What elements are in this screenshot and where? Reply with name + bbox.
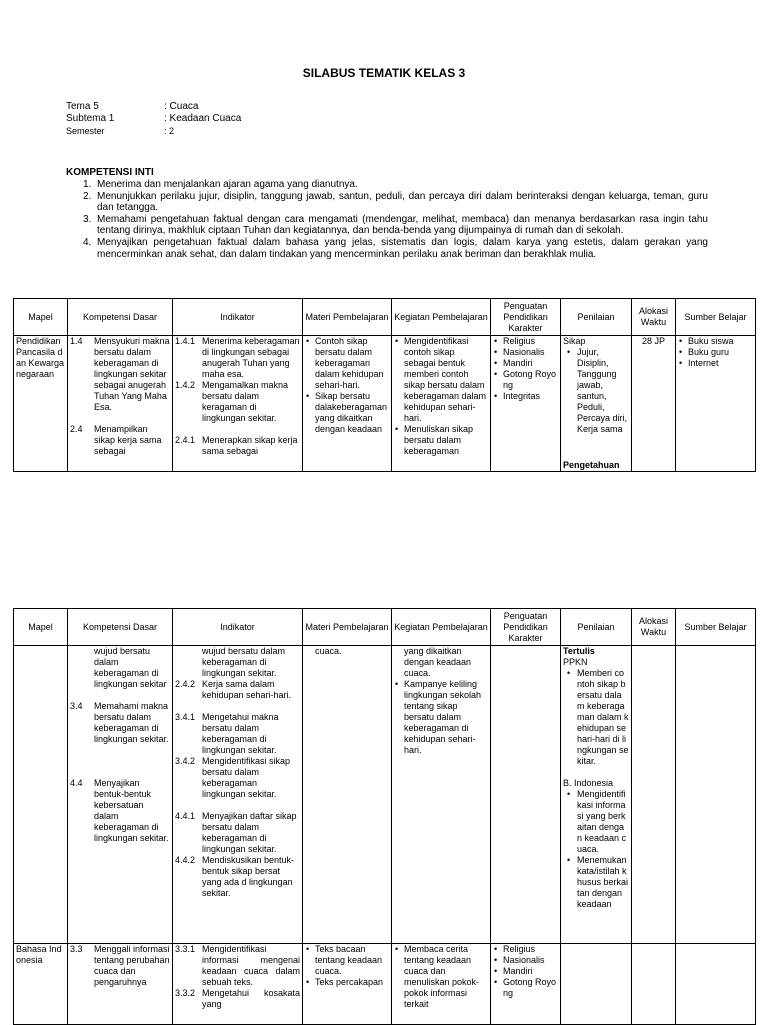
- header-alokasi: Alokasi Waktu: [632, 299, 676, 336]
- syllabus-table-1: [13, 298, 756, 472]
- cell-indikator: [173, 646, 303, 944]
- meta-row-semester: [0, 125, 768, 137]
- indikator-number: 1.4.1: [175, 336, 196, 346]
- kd-text: wujud bersatu dalam keberagaman di lingkungan sekitar: [94, 646, 167, 689]
- cell-alokasi: 28 JP: [632, 336, 676, 472]
- indikator-item: [175, 811, 300, 855]
- header-materi: Materi Pembelajaran: [303, 299, 392, 336]
- indikator-number: 3.4.2: [175, 756, 196, 766]
- kompetensi-inti-title: KOMPETENSI INTI: [66, 167, 154, 178]
- indikator-number: 4.4.2: [175, 855, 196, 865]
- kompetensi-inti-list: [66, 179, 708, 260]
- header-alokasi: Alokasi Waktu: [632, 609, 676, 646]
- kd-item: [70, 336, 170, 413]
- indikator-item: [175, 380, 300, 424]
- cell-materi: [303, 944, 392, 1025]
- karakter-item: • Nasionalis: [493, 955, 558, 966]
- kegiatan-item: • Mengidentifikasi contoh sikap sebagai bentuk memberi contoh sikap bersatu dalam keberagaman dalam kehidupan sehari-hari.: [394, 336, 488, 424]
- indikator-item: [175, 756, 300, 800]
- cell-kegiatan: [392, 336, 491, 472]
- kegiatan-item: • Membaca cerita tentang keadaan cuaca dan menuliskan pokok-pokok informasi terkait: [394, 944, 488, 1010]
- cell-mapel: Pendidikan Pancasila dan Kewarganegaraan: [14, 336, 68, 472]
- indikator-item: [175, 712, 300, 756]
- indikator-text: Menyajikan daftar sikap bersatu dalam keberagaman di lingkungan sekitar.: [202, 811, 297, 854]
- kd-item: [70, 701, 170, 745]
- meta-row-subtema: [0, 113, 768, 125]
- sumber-item: • Buku siswa: [678, 336, 753, 347]
- item-number: 3.: [83, 213, 92, 225]
- kd-item: [70, 646, 170, 690]
- penilaian-head: Tertulis: [563, 646, 595, 656]
- indikator-number: 1.4.2: [175, 380, 196, 390]
- indikator-text: wujud bersatu dalam keberagaman di lingkungan sekitar.: [202, 646, 286, 678]
- kegiatan-item: • Menuliskan sikap bersatu dalam keberagaman: [394, 424, 488, 457]
- kd-item: [70, 424, 170, 457]
- indikator-item: [175, 646, 300, 679]
- header-indikator: Indikator: [173, 609, 303, 646]
- penilaian-item: • Memberi contoh sikap bersatu dalam keberagaman dalam kehidupan sehari-hari di lingkungan sekitar.: [563, 668, 629, 767]
- cell-sumber: [676, 336, 756, 472]
- cell-materi: [303, 336, 392, 472]
- header-penilaian: Penilaian: [561, 299, 632, 336]
- document-title: SILABUS TEMATIK KELAS 3: [302, 66, 466, 80]
- syllabus-table-2: [13, 608, 756, 1025]
- sumber-item: • Internet: [678, 358, 753, 369]
- kd-item: [70, 778, 170, 844]
- indikator-number: 2.4.2: [175, 679, 196, 689]
- indikator-text: Mengamalkan makna bersatu dalam keragaman di lingkungan sekitar.: [202, 380, 289, 423]
- kegiatan-item: • Kampanye keliling lingkungan sekolah tentang sikap bersatu dalam keberagaman di kehidupan sehari-hari.: [394, 679, 488, 756]
- item-number: 1.: [83, 179, 92, 190]
- penilaian-item: • Jujur, Disiplin, Tanggung jawab, santun, Peduli, Percaya diri, Kerja sama: [563, 347, 629, 435]
- penilaian-subject: B. Indonesia: [563, 778, 614, 788]
- karakter-item: • Religius: [493, 944, 558, 955]
- sumber-item: • Buku guru: [678, 347, 753, 358]
- meta-key: Semester: [66, 126, 105, 136]
- indikator-item: [175, 988, 300, 1010]
- indikator-text: Mengidentifikasi sikap bersatu dalam keberagaman lingkungan sekitar.: [202, 756, 291, 799]
- karakter-item: • Mandiri: [493, 966, 558, 977]
- cell-indikator: [173, 944, 303, 1025]
- table-row: [14, 944, 756, 1025]
- meta-value: : 2: [164, 126, 175, 136]
- header-karakter: Penguatan Pendidikan Karakter: [491, 299, 561, 336]
- indikator-item: [175, 855, 300, 899]
- table-row: [14, 646, 756, 944]
- materi-item: • Sikap bersatu dalakeberagaman yang dikaitkan dengan keadaan: [305, 391, 389, 435]
- indikator-text: Kerja sama dalam kehidupan sehari-hari.: [202, 679, 292, 700]
- karakter-item: • Mandiri: [493, 358, 558, 369]
- table-row: [14, 336, 756, 472]
- kegiatan-continued: yang dikaitkan dengan keadaan cuaca.: [404, 646, 472, 678]
- indikator-item: [175, 435, 300, 457]
- kompetensi-inti-item: [66, 237, 708, 260]
- header-karakter: Penguatan Pendidikan Karakter: [491, 609, 561, 646]
- kompetensi-inti-item: [66, 214, 708, 237]
- cell-kompetensi-dasar: [68, 646, 173, 944]
- meta-row-tema: [0, 101, 768, 113]
- cell-penilaian: [561, 944, 632, 1025]
- header-sumber: Sumber Belajar: [676, 609, 756, 646]
- meta-key: Subtema 1: [66, 113, 115, 124]
- header-mapel: Mapel: [14, 299, 68, 336]
- materi-item: • Teks percakapan: [305, 977, 389, 988]
- item-text: Menunjukkan perilaku jujur, disiplin, tanggung jawab, santun, peduli, dan percaya diri dalam berinteraksi dengan keluarga, teman, guru dan tetangga.: [97, 190, 708, 214]
- item-number: 4.: [83, 236, 92, 248]
- header-indikator: Indikator: [173, 299, 303, 336]
- indikator-number: 2.4.1: [175, 435, 196, 445]
- cell-kegiatan: [392, 944, 491, 1025]
- penilaian-head: Sikap: [563, 336, 586, 346]
- materi-item: • Contoh sikap bersatu dalam keberagaman dalam kehidupan sehari-hari.: [305, 336, 389, 391]
- cell-alokasi: [632, 646, 676, 944]
- item-text: Memahami pengetahuan faktual dengan cara mengamati (mendengar, melihat, membaca) dan menanya berdasarkan rasa ingin tahu tentang dirinya, makhluk ciptaan Tuhan dan kegiatannya, dan benda-benda yang dijumpainya di rumah dan di sekolah.: [97, 213, 708, 237]
- cell-kegiatan: [392, 646, 491, 944]
- penilaian-subject: PPKN: [563, 657, 588, 667]
- header-kompetensi-dasar: Kompetensi Dasar: [68, 609, 173, 646]
- cell-penilaian: [561, 336, 632, 472]
- indikator-text: Mengidentifikasi informasi mengenai keadaan cuaca dalam sebuah teks.: [202, 944, 300, 987]
- indikator-item: [175, 679, 300, 701]
- header-kegiatan: Kegiatan Pembelajaran: [392, 609, 491, 646]
- indikator-number: 3.4.1: [175, 712, 196, 722]
- item-number: 2.: [83, 190, 92, 202]
- table-header-row: [14, 609, 756, 646]
- karakter-item: • Nasionalis: [493, 347, 558, 358]
- karakter-item: • Integritas: [493, 391, 558, 402]
- header-mapel: Mapel: [14, 609, 68, 646]
- indikator-text: Mendiskusikan bentuk- bentuk sikap bersat yang ada d lingkungan sekitar.: [202, 855, 295, 898]
- cell-sumber: [676, 944, 756, 1025]
- materi-item: • Teks bacaan tentang keadaan cuaca.: [305, 944, 389, 977]
- indikator-text: Mengetahui makna bersatu dalam keberagaman di lingkungan sekitar.: [202, 712, 279, 755]
- cell-karakter: [491, 336, 561, 472]
- cell-indikator: [173, 336, 303, 472]
- kd-text: Mensyukuri makna bersatu dalam keberagaman di lingkungan sekitar sebagai anugerah Tuhan Yang Maha Esa.: [94, 336, 170, 412]
- item-text: Menerima dan menjalankan ajaran agama yang dianutnya.: [97, 179, 358, 190]
- header-penilaian: Penilaian: [561, 609, 632, 646]
- indikator-number: 4.4.1: [175, 811, 196, 821]
- indikator-text: Menerima keberagaman di lingkungan sebagai anugerah Tuhan yang maha esa.: [202, 336, 300, 379]
- indikator-text: Menerapkan sikap kerja sama sebagai: [202, 435, 298, 456]
- kd-text: Menyajikan bentuk-bentuk kebersatuan dalam keberagaman di lingkungan sekitar.: [94, 778, 169, 843]
- header-kompetensi-dasar: Kompetensi Dasar: [68, 299, 173, 336]
- kd-text: Menampilkan sikap kerja sama sebagai: [94, 424, 162, 456]
- indikator-number: 3.3.2: [175, 988, 196, 998]
- cell-karakter: [491, 944, 561, 1025]
- penilaian-item: • Menemukan kata/istilah khusus berkaitan dengan keadaan: [563, 855, 629, 910]
- cell-materi: [303, 646, 392, 944]
- kompetensi-inti-item: [66, 179, 708, 191]
- cell-mapel: [14, 646, 68, 944]
- header-kegiatan: Kegiatan Pembelajaran: [392, 299, 491, 336]
- item-text: Menyajikan pengetahuan faktual dalam bahasa yang jelas, sistematis dan logis, dalam karya yang estetis, dalam gerakan yang mencerminkan anak sehat, dan dalam tindakan yang mencerminkan perilaku anak beriman dan berakhlak mulia.: [97, 236, 708, 260]
- cell-sumber: [676, 646, 756, 944]
- cell-kompetensi-dasar: [68, 944, 173, 1025]
- cell-penilaian: [561, 646, 632, 944]
- header-materi: Materi Pembelajaran: [303, 609, 392, 646]
- karakter-item: • Religius: [493, 336, 558, 347]
- materi-continued: cuaca.: [315, 646, 342, 656]
- meta-value: : Keadaan Cuaca: [164, 113, 242, 124]
- header-sumber: Sumber Belajar: [676, 299, 756, 336]
- kd-number: 2.4: [70, 424, 83, 434]
- kd-item: [70, 944, 170, 988]
- kd-number: 3.4: [70, 701, 83, 711]
- cell-kompetensi-dasar: [68, 336, 173, 472]
- cell-alokasi: [632, 944, 676, 1025]
- cell-mapel: Bahasa Indonesia: [14, 944, 68, 1025]
- indikator-item: [175, 336, 300, 380]
- meta-key: Tema 5: [66, 101, 99, 112]
- kd-number: 4.4: [70, 778, 83, 788]
- karakter-item: • Gotong Royong: [493, 369, 558, 391]
- indikator-text: Mengetahui kosakata yang: [202, 988, 300, 1009]
- table-header-row: [14, 299, 756, 336]
- penilaian-item: • Mengidentifikasi informasi yang berkaitan dengan keadaan cuaca.: [563, 789, 629, 855]
- kompetensi-inti-item: [66, 191, 708, 214]
- karakter-item: • Gotong Royong: [493, 977, 558, 999]
- kd-text: Memahami makna bersatu dalam keberagaman di lingkungan sekitar.: [94, 701, 169, 744]
- meta-value: : Cuaca: [164, 101, 199, 112]
- indikator-number: 3.3.1: [175, 944, 196, 954]
- kd-number: 3.3: [70, 944, 83, 954]
- cell-karakter: [491, 646, 561, 944]
- kd-number: 1.4: [70, 336, 83, 346]
- penilaian-foot: Pengetahuan: [563, 460, 620, 470]
- indikator-item: [175, 944, 300, 988]
- kd-text: Menggali informasi tentang perubahan cuaca dan pengaruhnya: [94, 944, 170, 987]
